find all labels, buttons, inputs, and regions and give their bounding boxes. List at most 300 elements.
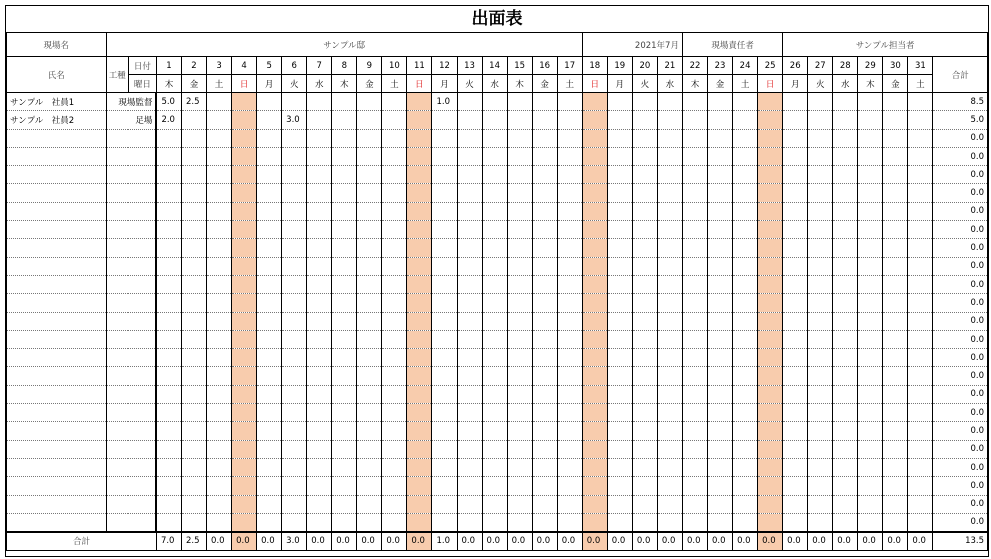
day-cell[interactable] (332, 367, 357, 385)
day-cell[interactable] (332, 221, 357, 239)
day-cell[interactable] (181, 312, 206, 330)
day-cell[interactable] (382, 275, 407, 293)
day-cell[interactable] (156, 257, 181, 275)
day-cell[interactable] (332, 330, 357, 348)
day-cell[interactable] (382, 330, 407, 348)
day-cell[interactable] (607, 111, 632, 129)
day-cell[interactable] (657, 513, 682, 531)
day-cell[interactable] (682, 257, 707, 275)
day-cell[interactable] (607, 312, 632, 330)
day-cell[interactable] (783, 367, 808, 385)
day-cell[interactable] (207, 294, 232, 312)
day-cell[interactable] (833, 184, 858, 202)
day-cell[interactable] (557, 404, 582, 422)
day-cell[interactable] (457, 312, 482, 330)
worker-name[interactable] (7, 385, 107, 403)
day-cell[interactable] (858, 202, 883, 220)
day-cell[interactable] (557, 93, 582, 111)
day-cell[interactable] (457, 147, 482, 165)
day-cell[interactable] (858, 257, 883, 275)
day-cell[interactable] (382, 239, 407, 257)
day-cell[interactable] (432, 111, 457, 129)
day-cell[interactable] (307, 129, 332, 147)
day-cell[interactable] (232, 166, 257, 184)
day-cell[interactable] (382, 422, 407, 440)
day-cell[interactable] (883, 404, 908, 422)
day-cell[interactable] (232, 257, 257, 275)
worker-trade[interactable] (106, 495, 156, 513)
day-cell[interactable] (833, 202, 858, 220)
day-cell[interactable] (858, 93, 883, 111)
day-cell[interactable] (482, 367, 507, 385)
day-cell[interactable] (156, 184, 181, 202)
day-cell[interactable] (632, 93, 657, 111)
day-cell[interactable] (532, 367, 557, 385)
day-cell[interactable] (908, 477, 933, 495)
day-cell[interactable] (758, 129, 783, 147)
day-cell[interactable] (181, 184, 206, 202)
day-cell[interactable] (156, 422, 181, 440)
day-cell[interactable] (307, 513, 332, 531)
day-cell[interactable] (357, 257, 382, 275)
day-cell[interactable] (758, 312, 783, 330)
day-cell[interactable] (156, 440, 181, 458)
day-cell[interactable] (908, 294, 933, 312)
day-cell[interactable] (657, 330, 682, 348)
day-cell[interactable] (908, 184, 933, 202)
day-cell[interactable] (307, 458, 332, 476)
day-cell[interactable] (883, 312, 908, 330)
day-cell[interactable] (457, 93, 482, 111)
day-cell[interactable] (783, 312, 808, 330)
day-cell[interactable] (708, 349, 733, 367)
day-cell[interactable] (532, 440, 557, 458)
day-cell[interactable] (457, 275, 482, 293)
day-cell[interactable] (682, 330, 707, 348)
day-cell[interactable] (733, 312, 758, 330)
day-cell[interactable] (507, 330, 532, 348)
day-cell[interactable] (783, 239, 808, 257)
day-cell[interactable] (457, 294, 482, 312)
day-cell[interactable] (357, 275, 382, 293)
day-cell[interactable] (833, 349, 858, 367)
day-cell[interactable] (257, 477, 282, 495)
day-cell[interactable] (382, 221, 407, 239)
day-cell[interactable] (382, 166, 407, 184)
day-cell[interactable] (657, 239, 682, 257)
worker-trade[interactable] (106, 257, 156, 275)
day-cell[interactable] (532, 349, 557, 367)
day-cell[interactable] (207, 477, 232, 495)
day-cell[interactable] (282, 257, 307, 275)
day-cell[interactable] (657, 275, 682, 293)
day-cell[interactable] (607, 294, 632, 312)
day-cell[interactable] (181, 294, 206, 312)
day-cell[interactable] (908, 239, 933, 257)
day-cell[interactable] (257, 129, 282, 147)
day-cell[interactable] (908, 458, 933, 476)
day-cell[interactable] (382, 349, 407, 367)
day-cell[interactable] (833, 495, 858, 513)
day-cell[interactable] (708, 184, 733, 202)
worker-name[interactable] (7, 495, 107, 513)
day-cell[interactable] (332, 166, 357, 184)
day-cell[interactable] (632, 330, 657, 348)
day-cell[interactable] (557, 275, 582, 293)
day-cell[interactable] (332, 422, 357, 440)
day-cell[interactable] (207, 495, 232, 513)
day-cell[interactable] (282, 404, 307, 422)
day-cell[interactable] (557, 330, 582, 348)
day-cell[interactable] (232, 294, 257, 312)
day-cell[interactable] (908, 385, 933, 403)
day-cell[interactable] (833, 367, 858, 385)
day-cell[interactable] (657, 495, 682, 513)
day-cell[interactable] (307, 239, 332, 257)
day-cell[interactable] (808, 458, 833, 476)
day-cell[interactable] (758, 294, 783, 312)
day-cell[interactable] (257, 257, 282, 275)
day-cell[interactable] (482, 202, 507, 220)
day-cell[interactable] (232, 239, 257, 257)
day-cell[interactable] (207, 184, 232, 202)
day-cell[interactable] (708, 367, 733, 385)
day-cell[interactable] (582, 294, 607, 312)
day-cell[interactable] (482, 422, 507, 440)
day-cell[interactable] (883, 257, 908, 275)
day-cell[interactable] (307, 202, 332, 220)
day-cell[interactable] (307, 294, 332, 312)
day-cell[interactable] (332, 458, 357, 476)
day-cell[interactable] (482, 166, 507, 184)
day-cell[interactable] (557, 513, 582, 531)
day-cell[interactable] (708, 147, 733, 165)
day-cell[interactable] (758, 422, 783, 440)
day-cell[interactable] (482, 275, 507, 293)
day-cell[interactable] (657, 458, 682, 476)
day-cell[interactable] (607, 184, 632, 202)
day-cell[interactable] (607, 275, 632, 293)
day-cell[interactable] (156, 275, 181, 293)
day-cell[interactable] (181, 330, 206, 348)
day-cell[interactable] (632, 239, 657, 257)
day-cell[interactable] (282, 349, 307, 367)
worker-name[interactable] (7, 330, 107, 348)
day-cell[interactable] (432, 312, 457, 330)
day-cell[interactable] (232, 422, 257, 440)
day-cell[interactable] (532, 129, 557, 147)
day-cell[interactable] (758, 477, 783, 495)
day-cell[interactable] (207, 275, 232, 293)
day-cell[interactable] (156, 477, 181, 495)
day-cell[interactable] (858, 495, 883, 513)
day-cell[interactable] (156, 495, 181, 513)
worker-trade[interactable] (106, 440, 156, 458)
day-cell[interactable] (833, 404, 858, 422)
day-cell[interactable] (257, 513, 282, 531)
day-cell[interactable] (632, 166, 657, 184)
day-cell[interactable] (657, 129, 682, 147)
day-cell[interactable] (833, 257, 858, 275)
day-cell[interactable] (282, 367, 307, 385)
day-cell[interactable] (582, 312, 607, 330)
day-cell[interactable] (432, 294, 457, 312)
day-cell[interactable] (632, 422, 657, 440)
day-cell[interactable] (858, 111, 883, 129)
day-cell[interactable] (407, 330, 432, 348)
day-cell[interactable] (407, 422, 432, 440)
day-cell[interactable] (908, 129, 933, 147)
day-cell[interactable] (632, 221, 657, 239)
day-cell[interactable] (758, 221, 783, 239)
day-cell[interactable] (883, 294, 908, 312)
day-cell[interactable] (808, 239, 833, 257)
day-cell[interactable] (682, 349, 707, 367)
day-cell[interactable] (382, 111, 407, 129)
day-cell[interactable] (783, 385, 808, 403)
day-cell[interactable] (607, 147, 632, 165)
day-cell[interactable] (557, 111, 582, 129)
day-cell[interactable] (457, 202, 482, 220)
day-cell[interactable] (357, 385, 382, 403)
day-cell[interactable] (808, 385, 833, 403)
day-cell[interactable] (833, 458, 858, 476)
day-cell[interactable] (808, 422, 833, 440)
day-cell[interactable] (207, 166, 232, 184)
day-cell[interactable] (482, 385, 507, 403)
day-cell[interactable] (507, 221, 532, 239)
worker-name[interactable] (7, 166, 107, 184)
day-cell[interactable] (657, 422, 682, 440)
day-cell[interactable] (232, 477, 257, 495)
worker-name[interactable] (7, 440, 107, 458)
day-cell[interactable] (557, 184, 582, 202)
worker-name[interactable] (7, 221, 107, 239)
day-cell[interactable] (482, 404, 507, 422)
day-cell[interactable] (382, 367, 407, 385)
day-cell[interactable] (833, 477, 858, 495)
day-cell[interactable] (657, 147, 682, 165)
day-cell[interactable] (432, 422, 457, 440)
day-cell[interactable] (557, 440, 582, 458)
day-cell[interactable] (407, 367, 432, 385)
day-cell[interactable] (407, 184, 432, 202)
day-cell[interactable] (332, 129, 357, 147)
day-cell[interactable] (357, 422, 382, 440)
day-cell[interactable] (833, 221, 858, 239)
worker-name[interactable] (7, 129, 107, 147)
day-cell[interactable] (282, 129, 307, 147)
day-cell[interactable] (733, 129, 758, 147)
day-cell[interactable] (432, 129, 457, 147)
day-cell[interactable] (883, 239, 908, 257)
day-cell[interactable] (332, 239, 357, 257)
day-cell[interactable] (507, 440, 532, 458)
day-cell[interactable] (708, 440, 733, 458)
day-cell[interactable] (708, 93, 733, 111)
day-cell[interactable] (207, 330, 232, 348)
day-cell[interactable] (708, 239, 733, 257)
day-cell[interactable] (808, 349, 833, 367)
day-cell[interactable] (833, 129, 858, 147)
day-cell[interactable] (758, 404, 783, 422)
day-cell[interactable] (156, 349, 181, 367)
day-cell[interactable] (908, 93, 933, 111)
day-cell[interactable] (332, 513, 357, 531)
day-cell[interactable] (207, 458, 232, 476)
day-cell[interactable] (557, 477, 582, 495)
day-cell[interactable] (357, 239, 382, 257)
day-cell[interactable] (407, 239, 432, 257)
day-cell[interactable] (407, 202, 432, 220)
day-cell[interactable] (507, 349, 532, 367)
day-cell[interactable] (607, 367, 632, 385)
day-cell[interactable] (783, 129, 808, 147)
day-cell[interactable] (357, 495, 382, 513)
day-cell[interactable] (808, 184, 833, 202)
day-cell[interactable] (332, 385, 357, 403)
day-cell[interactable] (682, 312, 707, 330)
day-cell[interactable] (207, 422, 232, 440)
day-cell[interactable] (257, 404, 282, 422)
day-cell[interactable] (532, 111, 557, 129)
day-cell[interactable] (708, 275, 733, 293)
day-cell[interactable] (257, 93, 282, 111)
day-cell[interactable] (307, 349, 332, 367)
day-cell[interactable] (382, 147, 407, 165)
day-cell[interactable] (607, 385, 632, 403)
worker-name[interactable] (7, 147, 107, 165)
day-cell[interactable] (507, 422, 532, 440)
day-cell[interactable] (833, 93, 858, 111)
day-cell[interactable] (783, 257, 808, 275)
day-cell[interactable] (733, 239, 758, 257)
day-cell[interactable] (733, 184, 758, 202)
day-cell[interactable] (507, 477, 532, 495)
day-cell[interactable] (758, 495, 783, 513)
day-cell[interactable] (908, 221, 933, 239)
day-cell[interactable] (682, 221, 707, 239)
day-cell[interactable] (582, 404, 607, 422)
day-cell[interactable] (457, 221, 482, 239)
day-cell[interactable] (783, 147, 808, 165)
worker-trade[interactable] (106, 330, 156, 348)
day-cell[interactable] (582, 330, 607, 348)
day-cell[interactable] (482, 239, 507, 257)
day-cell[interactable] (783, 275, 808, 293)
day-cell[interactable]: 5.0 (156, 93, 181, 111)
day-cell[interactable] (257, 147, 282, 165)
day-cell[interactable] (257, 294, 282, 312)
day-cell[interactable] (507, 202, 532, 220)
day-cell[interactable] (156, 404, 181, 422)
day-cell[interactable] (207, 367, 232, 385)
day-cell[interactable] (257, 239, 282, 257)
day-cell[interactable] (708, 513, 733, 531)
day-cell[interactable] (632, 440, 657, 458)
day-cell[interactable] (482, 312, 507, 330)
day-cell[interactable] (657, 312, 682, 330)
day-cell[interactable] (708, 458, 733, 476)
day-cell[interactable] (482, 513, 507, 531)
day-cell[interactable] (858, 184, 883, 202)
day-cell[interactable] (632, 404, 657, 422)
day-cell[interactable] (357, 312, 382, 330)
day-cell[interactable] (282, 422, 307, 440)
day-cell[interactable] (457, 422, 482, 440)
day-cell[interactable] (156, 330, 181, 348)
day-cell[interactable] (708, 166, 733, 184)
day-cell[interactable] (507, 93, 532, 111)
day-cell[interactable] (532, 385, 557, 403)
day-cell[interactable] (307, 184, 332, 202)
day-cell[interactable] (607, 458, 632, 476)
day-cell[interactable] (808, 93, 833, 111)
day-cell[interactable] (557, 495, 582, 513)
worker-trade[interactable] (106, 202, 156, 220)
day-cell[interactable] (532, 294, 557, 312)
day-cell[interactable] (407, 458, 432, 476)
day-cell[interactable] (808, 202, 833, 220)
day-cell[interactable] (181, 239, 206, 257)
day-cell[interactable] (682, 111, 707, 129)
day-cell[interactable] (307, 404, 332, 422)
day-cell[interactable] (307, 367, 332, 385)
day-cell[interactable] (733, 349, 758, 367)
day-cell[interactable] (582, 458, 607, 476)
day-cell[interactable] (582, 111, 607, 129)
day-cell[interactable] (432, 477, 457, 495)
day-cell[interactable] (257, 440, 282, 458)
day-cell[interactable] (457, 257, 482, 275)
day-cell[interactable] (708, 294, 733, 312)
day-cell[interactable] (632, 147, 657, 165)
day-cell[interactable] (332, 202, 357, 220)
day-cell[interactable] (181, 458, 206, 476)
worker-trade[interactable] (106, 513, 156, 531)
day-cell[interactable] (858, 404, 883, 422)
day-cell[interactable] (808, 440, 833, 458)
day-cell[interactable] (808, 404, 833, 422)
day-cell[interactable] (682, 166, 707, 184)
day-cell[interactable] (607, 404, 632, 422)
day-cell[interactable] (181, 495, 206, 513)
day-cell[interactable] (582, 166, 607, 184)
day-cell[interactable] (582, 202, 607, 220)
day-cell[interactable] (808, 111, 833, 129)
day-cell[interactable] (532, 221, 557, 239)
day-cell[interactable] (532, 458, 557, 476)
day-cell[interactable] (532, 202, 557, 220)
day-cell[interactable] (833, 111, 858, 129)
day-cell[interactable] (783, 330, 808, 348)
day-cell[interactable] (332, 349, 357, 367)
day-cell[interactable] (682, 440, 707, 458)
day-cell[interactable] (557, 147, 582, 165)
day-cell[interactable] (332, 495, 357, 513)
day-cell[interactable] (758, 111, 783, 129)
worker-name[interactable] (7, 239, 107, 257)
day-cell[interactable] (232, 312, 257, 330)
day-cell[interactable] (357, 330, 382, 348)
day-cell[interactable] (181, 111, 206, 129)
worker-trade[interactable] (106, 239, 156, 257)
day-cell[interactable] (733, 111, 758, 129)
day-cell[interactable] (457, 166, 482, 184)
day-cell[interactable] (532, 477, 557, 495)
day-cell[interactable] (682, 93, 707, 111)
day-cell[interactable] (357, 184, 382, 202)
